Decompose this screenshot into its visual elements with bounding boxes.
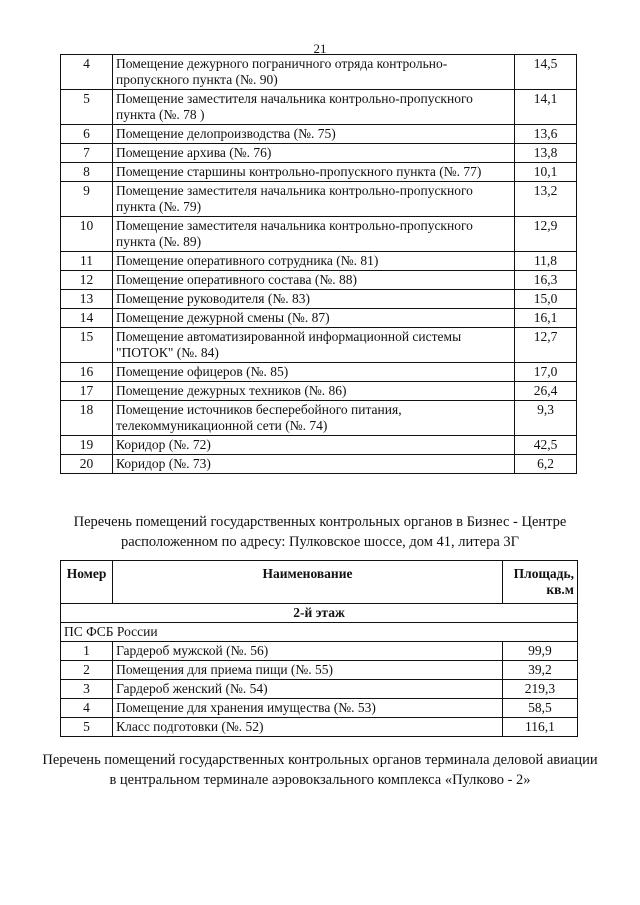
room-name: Помещение старшины контрольно-пропускного пункта (№. 77) — [113, 163, 515, 182]
business-center-list-title: Перечень помещений государственных контрольных органов в Бизнес - Центре расположенном по адресу: Пулковское шоссе, дом 41, литера 3Г — [73, 514, 567, 550]
room-name: Помещение офицеров (№. 85) — [113, 363, 515, 382]
table-row — [61, 217, 577, 252]
row-number: 11 — [61, 252, 113, 271]
row-number: 2 — [61, 661, 113, 680]
room-area: 13,2 — [515, 182, 577, 217]
room-area: 12,7 — [515, 328, 577, 363]
row-number: 10 — [61, 217, 113, 252]
room-name: Коридор (№. 72) — [113, 436, 515, 455]
table-row — [61, 125, 577, 144]
row-number: 7 — [61, 144, 113, 163]
table-row — [61, 661, 578, 680]
page-number: 21 — [313, 41, 327, 56]
room-name: Помещение дежурных техников (№. 86) — [113, 382, 515, 401]
room-area: 9,3 — [515, 401, 577, 436]
room-area: 39,2 — [502, 661, 577, 680]
premises-table-continued — [60, 54, 577, 474]
room-name: Класс подготовки (№. 52) — [113, 718, 503, 737]
row-number: 13 — [61, 290, 113, 309]
room-area: 10,1 — [515, 163, 577, 182]
room-area: 26,4 — [515, 382, 577, 401]
room-name: Помещение для хранения имущества (№. 53) — [113, 699, 503, 718]
floor-label: 2-й этаж — [61, 604, 578, 623]
table-row — [61, 144, 577, 163]
row-number: 15 — [61, 328, 113, 363]
room-name: Помещение заместителя начальника контрольно-пропускного пункта (№. 89) — [113, 217, 515, 252]
table-row — [61, 382, 577, 401]
room-name: Помещение дежурной смены (№. 87) — [113, 309, 515, 328]
room-name: Помещение оперативного сотрудника (№. 81) — [113, 252, 515, 271]
header-area: Площадь, кв.м — [502, 561, 577, 604]
row-number: 19 — [61, 436, 113, 455]
room-area: 13,8 — [515, 144, 577, 163]
room-name: Помещение источников бесперебойного питания, телекоммуникационной сети (№. 74) — [113, 401, 515, 436]
floor-row — [61, 604, 578, 623]
table-row — [61, 90, 577, 125]
table-row — [61, 363, 577, 382]
room-name: Помещение оперативного состава (№. 88) — [113, 271, 515, 290]
row-number: 5 — [61, 718, 113, 737]
table-row — [61, 55, 577, 90]
table-row — [61, 699, 578, 718]
table-row — [61, 163, 577, 182]
header-number: Номер — [61, 561, 113, 604]
row-number: 6 — [61, 125, 113, 144]
room-area: 15,0 — [515, 290, 577, 309]
table-header-row — [61, 561, 578, 604]
table-row — [61, 718, 578, 737]
room-name: Помещения для приема пищи (№. 55) — [113, 661, 503, 680]
room-area: 6,2 — [515, 455, 577, 474]
premises-table-body — [61, 55, 577, 474]
table-row — [61, 271, 577, 290]
row-number: 17 — [61, 382, 113, 401]
table-row — [61, 309, 577, 328]
room-name: Гардероб мужской (№. 56) — [113, 642, 503, 661]
room-area: 13,6 — [515, 125, 577, 144]
row-number: 3 — [61, 680, 113, 699]
table-row — [61, 182, 577, 217]
row-number: 5 — [61, 90, 113, 125]
room-area: 14,1 — [515, 90, 577, 125]
room-name: Помещение автоматизированной информационной системы "ПОТОК" (№. 84) — [113, 328, 515, 363]
table-row — [61, 328, 577, 363]
table-row — [61, 436, 577, 455]
table-row — [61, 455, 577, 474]
table-row — [61, 252, 577, 271]
row-number: 18 — [61, 401, 113, 436]
row-number: 1 — [61, 642, 113, 661]
business-aviation-list-title: Перечень помещений государственных контрольных органов терминала деловой авиации в центральном терминале аэровокзального комплекса «Пулково - 2» — [42, 752, 598, 788]
row-number: 14 — [61, 309, 113, 328]
room-name: Помещение дежурного пограничного отряда контрольно-пропускного пункта (№. 90) — [113, 55, 515, 90]
room-area: 17,0 — [515, 363, 577, 382]
room-area: 219,3 — [502, 680, 577, 699]
room-area: 16,3 — [515, 271, 577, 290]
room-area: 42,5 — [515, 436, 577, 455]
row-number: 16 — [61, 363, 113, 382]
table-row — [61, 680, 578, 699]
room-area: 116,1 — [502, 718, 577, 737]
row-number: 9 — [61, 182, 113, 217]
room-name: Помещение делопроизводства (№. 75) — [113, 125, 515, 144]
room-name: Помещение архива (№. 76) — [113, 144, 515, 163]
table-row — [61, 401, 577, 436]
room-name: Гардероб женский (№. 54) — [113, 680, 503, 699]
organization-row — [61, 623, 578, 642]
room-name: Помещение заместителя начальника контрольно-пропускного пункта (№. 79) — [113, 182, 515, 217]
business-center-premises-table — [60, 560, 578, 737]
room-area: 58,5 — [502, 699, 577, 718]
row-number: 12 — [61, 271, 113, 290]
row-number: 4 — [61, 55, 113, 90]
organization-label: ПС ФСБ России — [61, 623, 578, 642]
room-area: 99,9 — [502, 642, 577, 661]
table-row — [61, 642, 578, 661]
table-row — [61, 290, 577, 309]
row-number: 20 — [61, 455, 113, 474]
header-name: Наименование — [113, 561, 503, 604]
room-area: 14,5 — [515, 55, 577, 90]
row-number: 4 — [61, 699, 113, 718]
room-name: Помещение руководителя (№. 83) — [113, 290, 515, 309]
room-area: 11,8 — [515, 252, 577, 271]
room-name: Помещение заместителя начальника контрольно-пропускного пункта (№. 78 ) — [113, 90, 515, 125]
room-name: Коридор (№. 73) — [113, 455, 515, 474]
room-area: 12,9 — [515, 217, 577, 252]
row-number: 8 — [61, 163, 113, 182]
business-center-table-body — [61, 604, 578, 737]
room-area: 16,1 — [515, 309, 577, 328]
